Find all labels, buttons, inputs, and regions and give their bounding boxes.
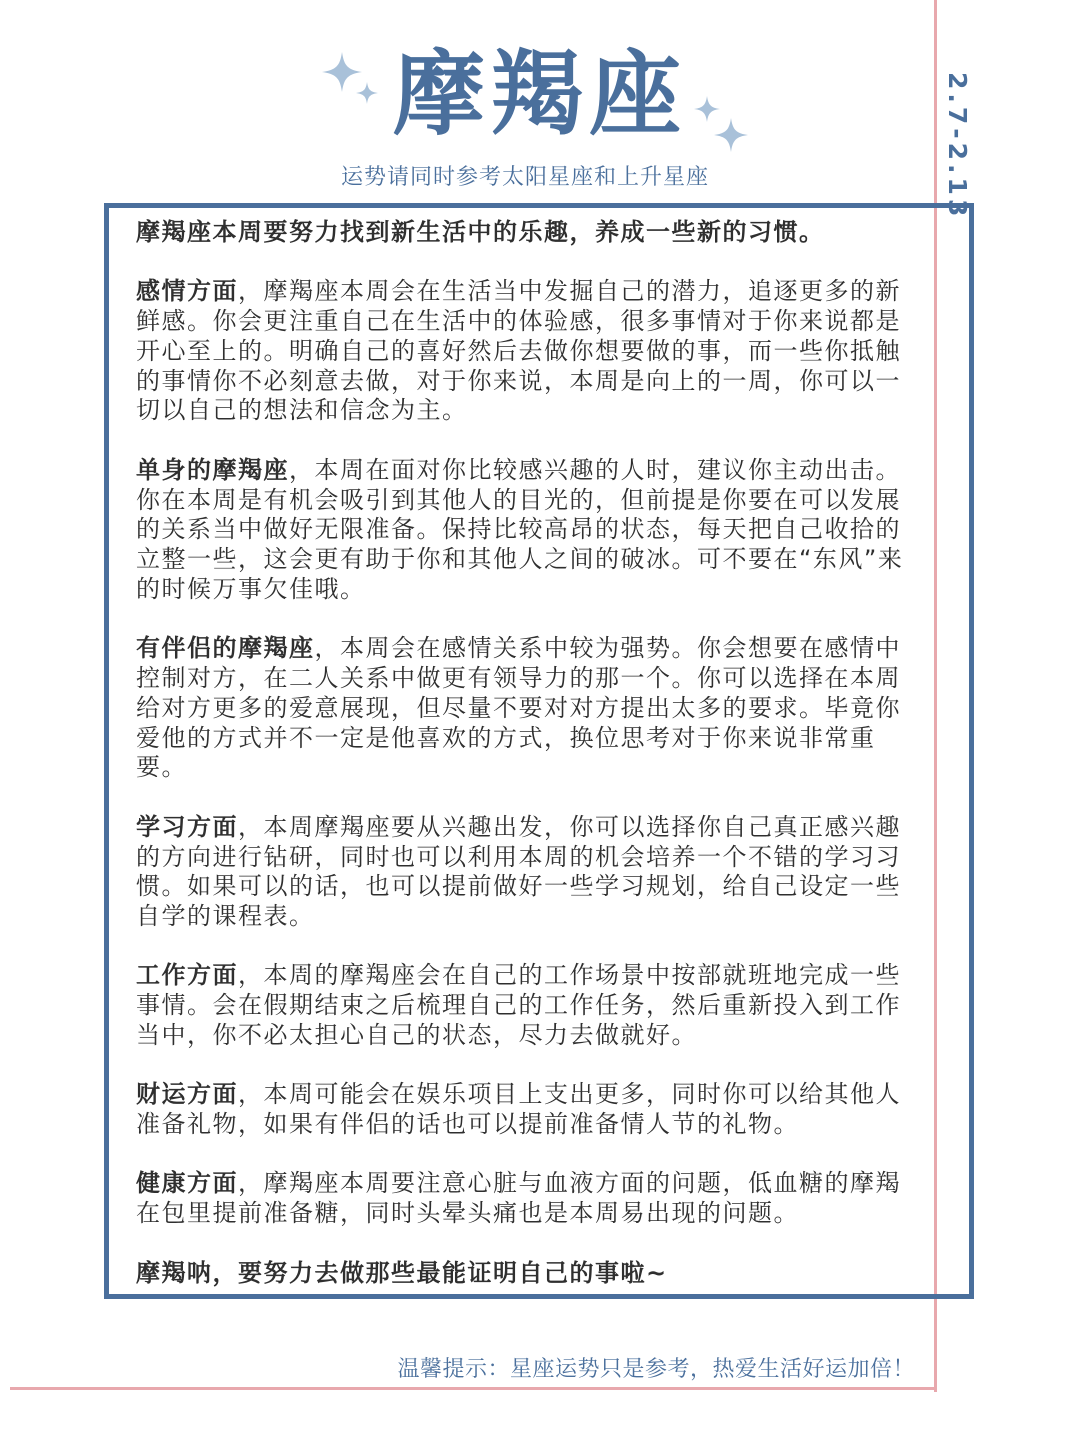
section-wealth (136, 1080, 922, 1140)
section-health (136, 1169, 922, 1229)
section-heading: 健康方面 (136, 1169, 238, 1198)
section-heading: 财运方面 (136, 1080, 238, 1109)
section-single (136, 456, 922, 605)
section-heading: 感情方面 (136, 277, 238, 306)
date-range: 2.7-2.13 (943, 72, 972, 221)
horoscope-content (136, 218, 922, 1288)
intro-text: 摩羯座本周要努力找到新生活中的乐趣，养成一些新的习惯。 (136, 218, 825, 246)
section-text: ，本周在面对你比较感兴趣的人时，建议你主动出击。你在本周是有机会吸引到其他人的目光的，但前提是你要在可以发展的关系当中做好无限准备。保持比较高昂的状态，每天把自己收拾的立整一些，这会更有助于你和其他人之间的破冰。可不要在“东风”来的时候万事欠佳哦。 (136, 455, 904, 603)
section-work (136, 961, 922, 1050)
section-study (136, 813, 922, 932)
closing-text: 摩羯呐，要努力去做那些最能证明自己的事啦~ (136, 1258, 668, 1287)
section-heading: 单身的摩羯座 (136, 455, 289, 484)
section-heading: 工作方面 (136, 961, 238, 990)
decorative-horizontal-line (10, 1387, 937, 1390)
page-subtitle: 运势请同时参考太阳星座和上升星座 (340, 165, 709, 190)
section-text: ，本周可能会在娱乐项目上支出更多，同时你可以给其他人准备礼物，如果有伴侣的话也可以提前准备情人节的礼物。 (136, 1080, 901, 1139)
section-text: ，摩羯座本周会在生活当中发掘自己的潜力，追逐更多的新鲜感。你会更注重自己在生活中的体验感，很多事情对于你来说都是开心至上的。明确自己的喜好然后去做你想要做的事，而一些你抵触的事情你不必刻意去做，对于你来说，本周是向上的一周，你可以一切以自己的想法和信念为主。 (136, 277, 901, 425)
page-title: 摩羯座 (392, 41, 687, 148)
footer-tip: 温馨提示：星座运势只是参考，热爱生活好运加倍！ (397, 1357, 915, 1382)
section-text: ，摩羯座本周要注意心脏与血液方面的问题，低血糖的摩羯在包里提前准备糖，同时头晕头痛也是本周易出现的问题。 (136, 1169, 901, 1228)
section-text: ，本周会在感情关系中较为强势。你会想要在感情中控制对方，在二人关系中做更有领导力的那一个。你可以选择在本周给对方更多的爱意展现，但尽量不要对对方提出太多的要求。毕竟你爱他的方式并不一定是他喜欢的方式，换位思考对于你来说非常重要。 (136, 634, 901, 782)
section-partnered (136, 634, 922, 783)
section-heading: 学习方面 (136, 812, 238, 841)
section-text: ，本周摩羯座要从兴趣出发，你可以选择你自己真正感兴趣的方向进行钻研，同时也可以利用本周的机会培养一个不错的学习习惯。如果可以的话，也可以提前做好一些学习规划，给自己设定一些自学的课程表。 (136, 812, 901, 931)
section-heading: 有伴侣的摩羯座 (136, 634, 315, 663)
section-text: ，本周的摩羯座会在自己的工作场景中按部就班地完成一些事情。会在假期结束之后梳理自己的工作任务，然后重新投入到工作当中，你不必太担心自己的状态，尽力去做就好。 (136, 961, 901, 1050)
section-love (136, 277, 922, 426)
